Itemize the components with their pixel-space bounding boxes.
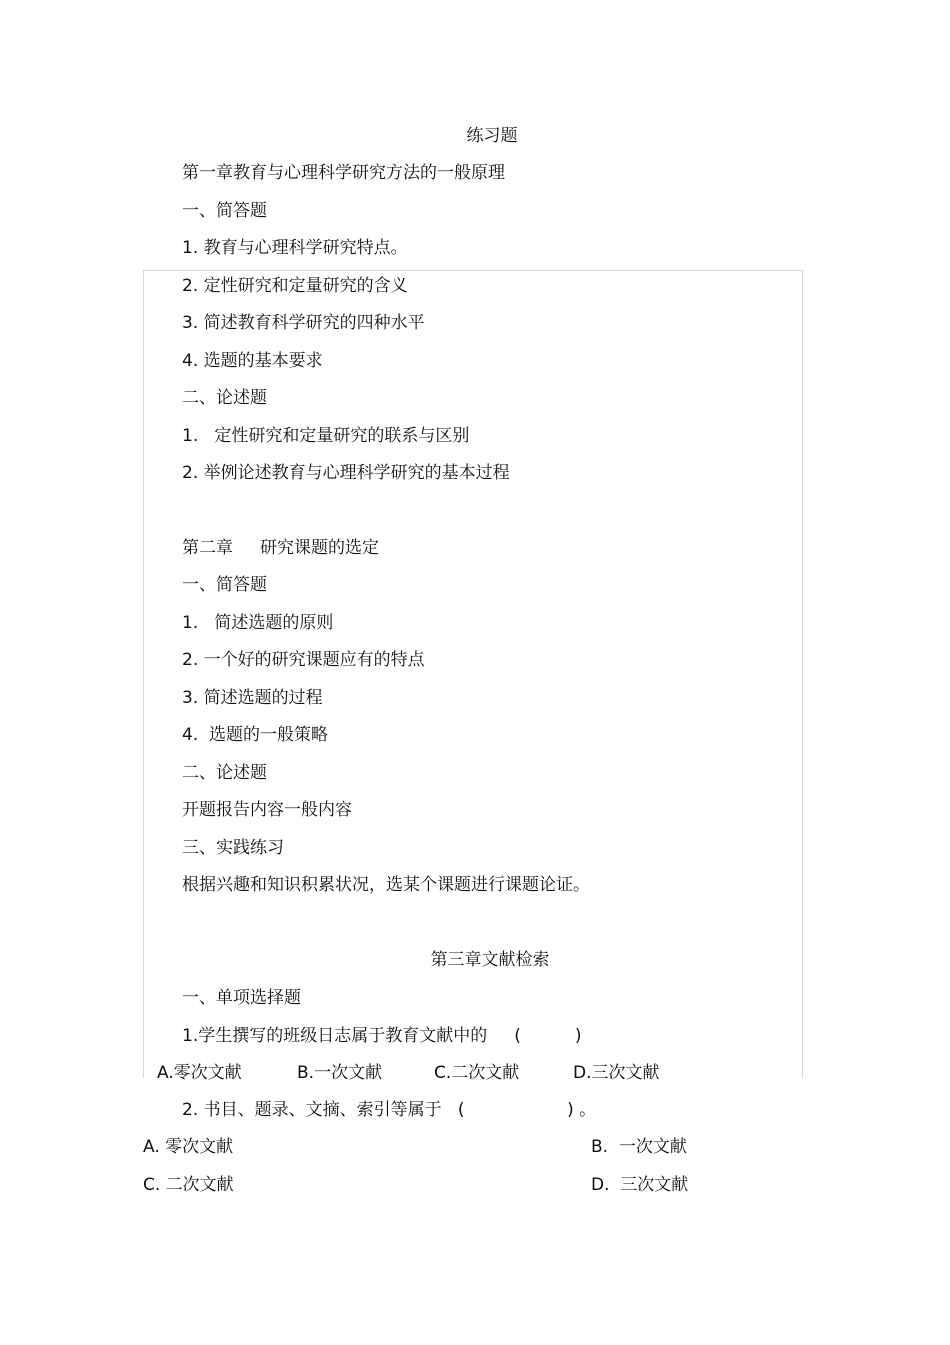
- ch2-question-1: 1. 简述选题的原则: [182, 613, 334, 633]
- ch3-q1-option-a: A.零次文献: [157, 1063, 242, 1083]
- ch3-q1-option-c: C.二次文献: [434, 1063, 520, 1083]
- ch2-practice-1: 根据兴趣和知识积累状况，选某个课题进行课题论证。: [182, 875, 590, 895]
- ch1-essay-2: 2. 举例论述教育与心理科学研究的基本过程: [182, 463, 510, 483]
- ch2-section-short-answer: 一、简答题: [182, 575, 267, 595]
- ch1-section-essay: 二、论述题: [182, 388, 267, 408]
- ch2-section-essay: 二、论述题: [182, 763, 267, 783]
- ch3-question-1: 1.学生撰写的班级日志属于教育文献中的 ( ): [182, 1026, 582, 1046]
- ch2-essay-1: 开题报告内容一般内容: [182, 800, 352, 820]
- ch2-section-practice: 三、实践练习: [182, 838, 284, 858]
- ch3-question-2: 2. 书目、题录、文摘、索引等属于 ( ) 。: [182, 1100, 597, 1120]
- ch1-question-1: 1. 教育与心理科学研究特点。: [182, 238, 408, 258]
- ch3-q2-option-b: B. 一次文献: [591, 1137, 687, 1157]
- ch1-section-short-answer: 一、简答题: [182, 201, 267, 221]
- ch1-question-3: 3. 简述教育科学研究的四种水平: [182, 313, 425, 333]
- ch3-q1-option-d: D.三次文献: [573, 1063, 660, 1083]
- ch3-section-single-choice: 一、单项选择题: [182, 988, 301, 1008]
- ch3-q2-option-d: D. 三次文献: [591, 1175, 689, 1195]
- chapter-2-heading: 第二章 研究课题的选定: [182, 538, 380, 558]
- ch1-question-2: 2. 定性研究和定量研究的含义: [182, 276, 408, 296]
- ch2-question-2: 2. 一个好的研究课题应有的特点: [182, 650, 425, 670]
- ch2-question-4: 4. 选题的一般策略: [182, 725, 329, 745]
- ch2-question-3: 3. 简述选题的过程: [182, 688, 323, 708]
- ch1-question-4: 4. 选题的基本要求: [182, 351, 323, 371]
- ch3-q2-option-a: A. 零次文献: [143, 1137, 234, 1157]
- ch3-q1-option-b: B.一次文献: [297, 1063, 383, 1083]
- ch3-q2-option-c: C. 二次文献: [143, 1175, 234, 1195]
- chapter-1-heading: 第一章教育与心理科学研究方法的一般原理: [182, 163, 505, 183]
- ch1-essay-1: 1. 定性研究和定量研究的联系与区别: [182, 426, 470, 446]
